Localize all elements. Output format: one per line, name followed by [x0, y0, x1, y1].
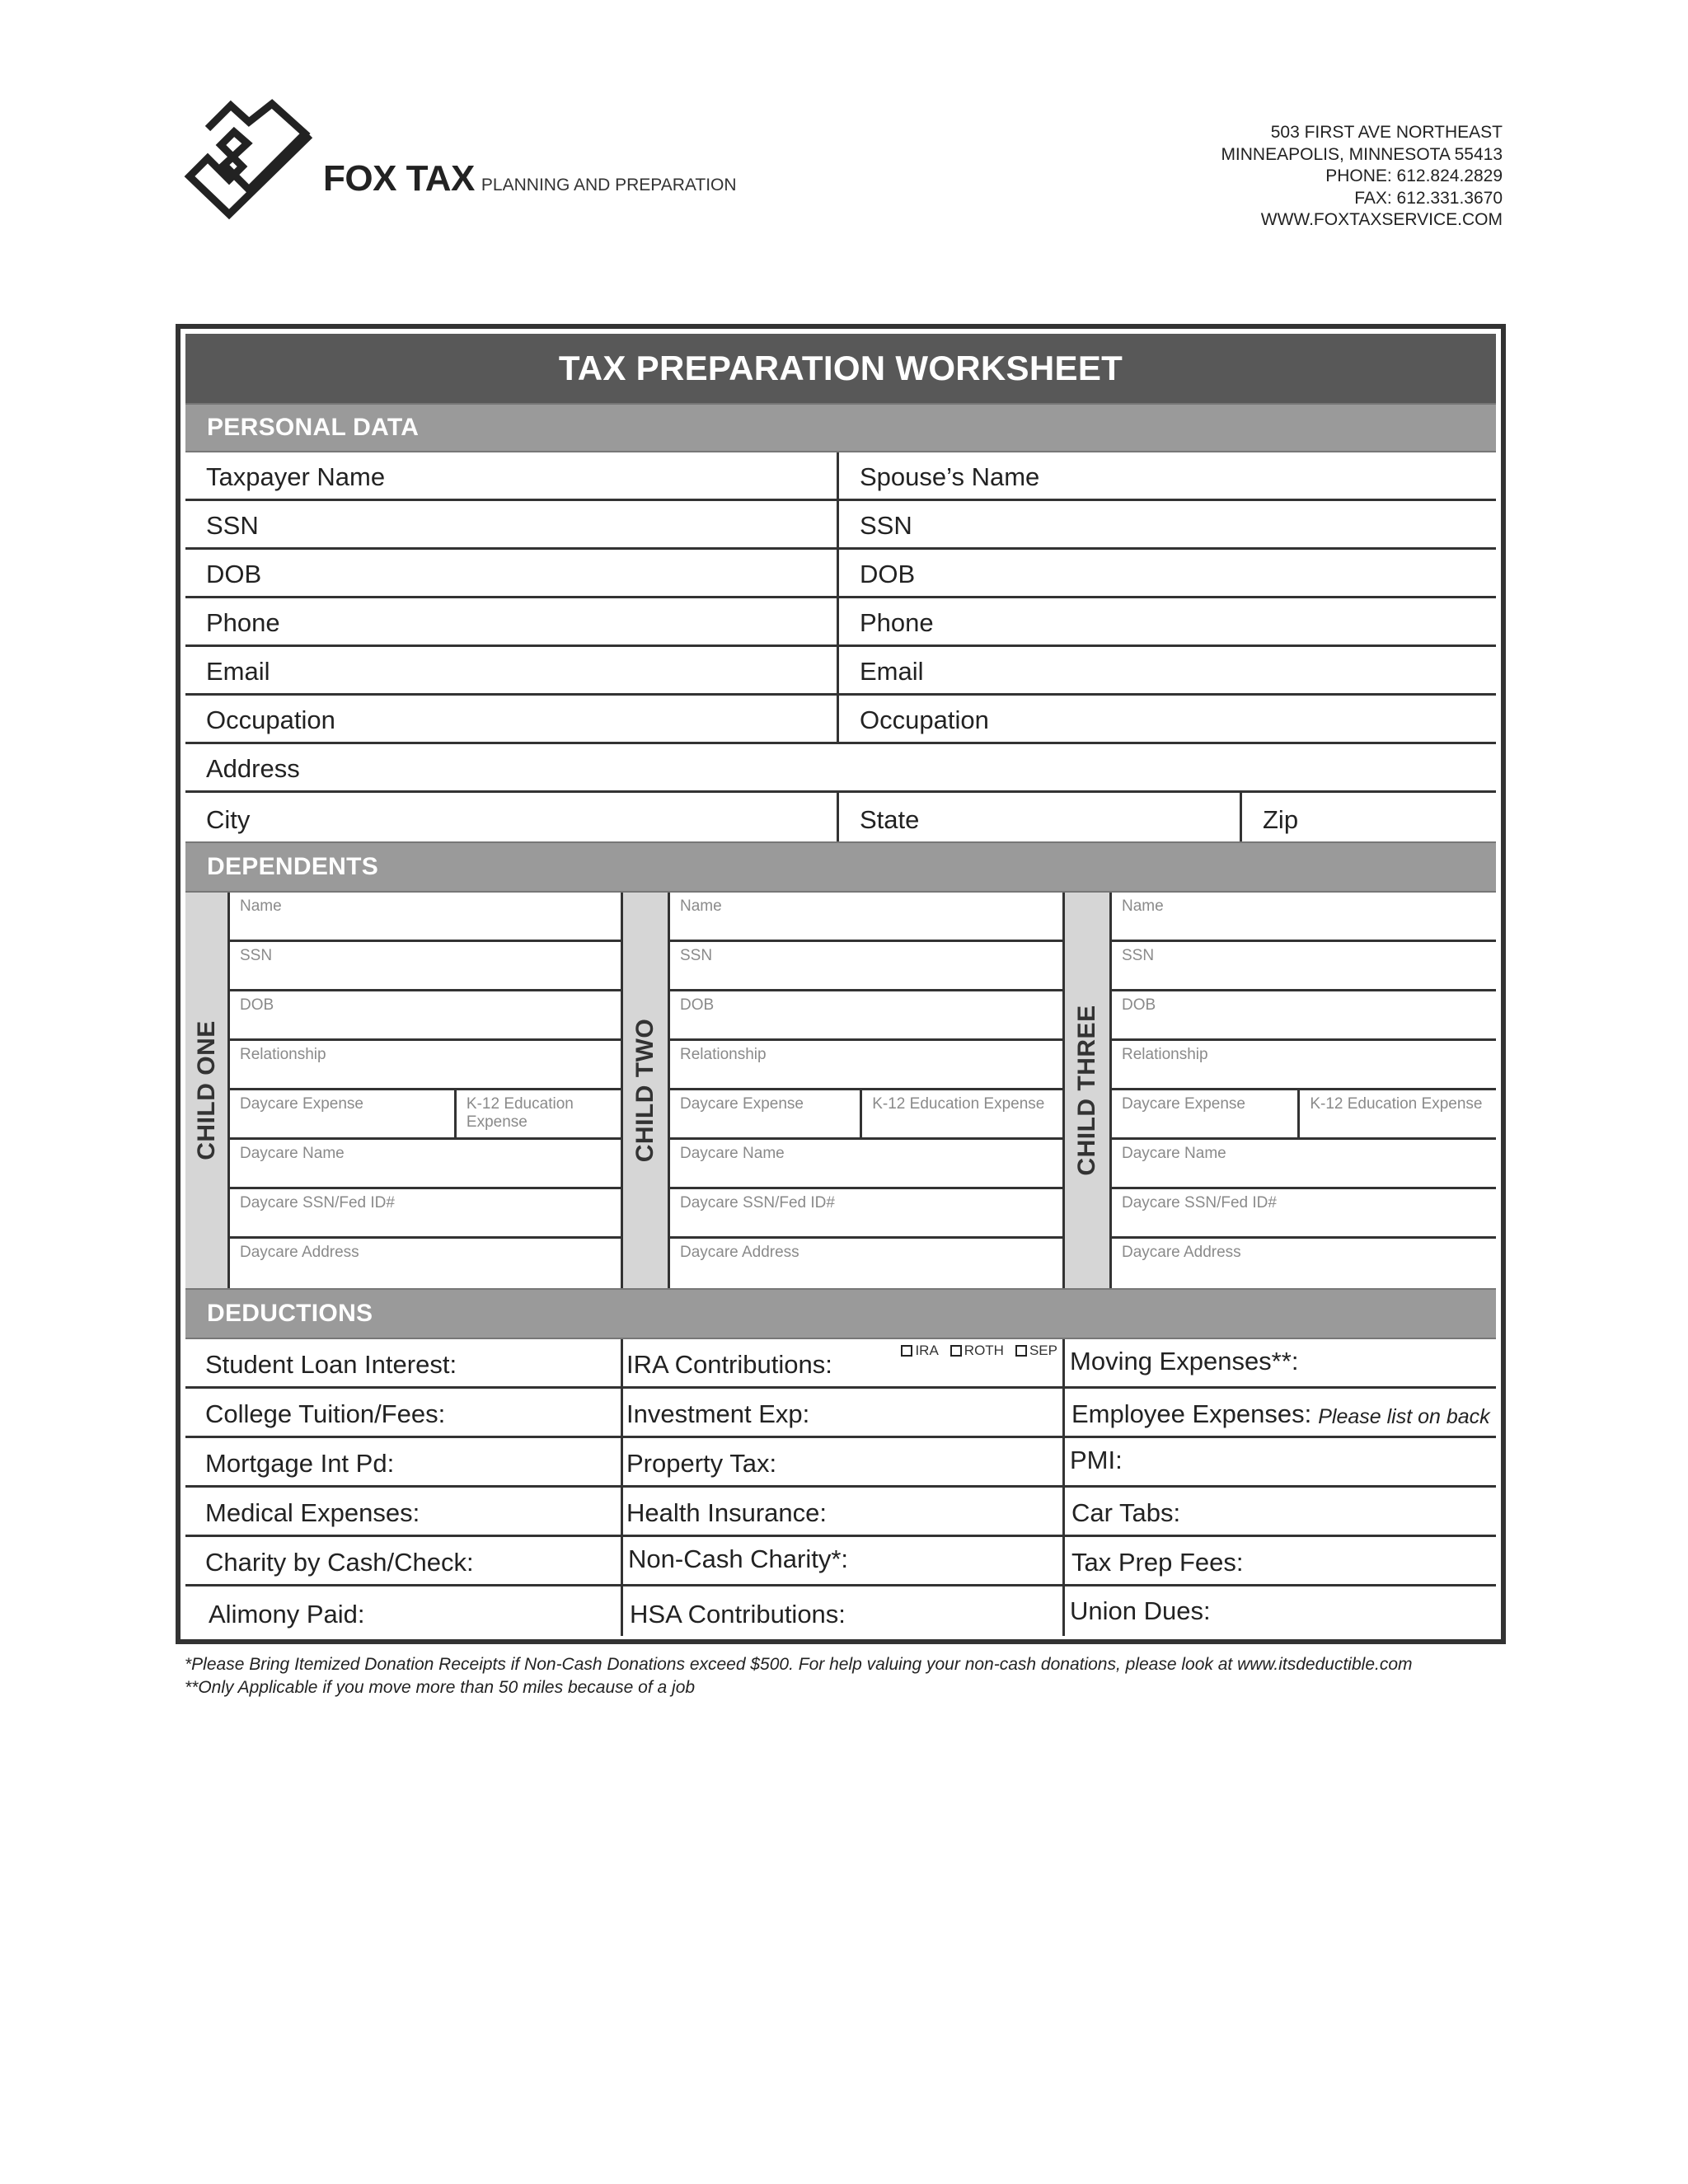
dependent-row — [670, 991, 1062, 1041]
child-two-tab — [623, 893, 670, 1288]
child-two-ssn-field[interactable]: SSN — [680, 947, 713, 964]
dependents-header — [185, 841, 1496, 893]
child-three-name-field[interactable]: Name — [1122, 898, 1164, 915]
brand-tagline: PLANNING AND PREPARATION — [481, 176, 737, 194]
spouse-email-field[interactable] — [839, 647, 1496, 693]
field-label: SSN — [206, 511, 259, 540]
child-three-k12-expense-field[interactable]: K-12 Education Expense — [1310, 1095, 1483, 1113]
personal-row — [185, 696, 1496, 744]
child-one-relationship-field[interactable]: Relationship — [240, 1046, 326, 1063]
field-label: Investment Exp: — [626, 1399, 810, 1428]
field-label: Employee Expenses: — [1071, 1399, 1312, 1428]
field-label: College Tuition/Fees: — [205, 1399, 446, 1428]
company-address — [1221, 122, 1503, 232]
child-two-dob-field[interactable]: DOB — [680, 996, 715, 1014]
personal-row — [185, 452, 1496, 501]
field-label: Email — [860, 657, 924, 686]
spouse-ssn-field[interactable] — [839, 501, 1496, 547]
child-three-daycare-expense-field[interactable]: Daycare Expense — [1112, 1090, 1300, 1137]
deduction-row — [185, 1339, 1496, 1389]
deduction-row — [185, 1438, 1496, 1488]
college-tuition-field[interactable] — [185, 1389, 623, 1436]
car-tabs-field[interactable] — [1065, 1488, 1496, 1535]
footnote-moving: **Only Applicable if you move more than 50 miles because of a job — [185, 1678, 696, 1697]
field-label: Phone — [860, 608, 934, 637]
dependent-row — [1112, 893, 1496, 942]
child-one-tab — [185, 893, 230, 1288]
city-field[interactable] — [185, 793, 839, 841]
address-field[interactable] — [185, 744, 1496, 790]
child-label: CHILD ONE — [192, 1020, 220, 1160]
tax-prep-fees-field[interactable] — [1065, 1537, 1496, 1584]
dependent-row — [1112, 1140, 1496, 1189]
field-label: Taxpayer Name — [206, 462, 386, 491]
personal-row — [185, 744, 1496, 793]
dependent-row — [670, 1041, 1062, 1090]
deduction-row — [185, 1537, 1496, 1586]
child-two-relationship-field[interactable]: Relationship — [680, 1046, 767, 1063]
field-label: Email — [206, 657, 270, 686]
field-label: Phone — [206, 608, 280, 637]
child-two-block — [623, 893, 1065, 1288]
dependent-row — [670, 1090, 1062, 1140]
pmi-field[interactable] — [1065, 1438, 1496, 1485]
child-two-k12-expense-field[interactable]: K-12 Education Expense — [872, 1095, 1045, 1113]
footnote-noncash: *Please Bring Itemized Donation Receipts if Non-Cash Donations exceed $500. For help valuing your non-cash donations, please look at www.itsdeductible.com — [185, 1655, 1413, 1674]
checkbox-label: ROTH — [964, 1343, 1004, 1358]
dependent-row — [230, 1090, 621, 1140]
child-three-ssn-field[interactable]: SSN — [1122, 947, 1155, 964]
personal-data-header — [185, 403, 1496, 452]
phone-line: PHONE: 612.824.2829 — [1325, 166, 1503, 185]
child-three-relationship-field[interactable]: Relationship — [1122, 1046, 1208, 1063]
child-label: CHILD THREE — [1073, 1005, 1100, 1176]
checkbox-label: IRA — [915, 1343, 939, 1358]
dependent-row — [1112, 991, 1496, 1041]
dependent-row — [230, 1189, 621, 1239]
taxpayer-ssn-field[interactable] — [185, 501, 839, 547]
employee-expenses-field[interactable] — [1065, 1389, 1496, 1436]
field-label: Non-Cash Charity*: — [628, 1544, 849, 1573]
field-label: PMI: — [1070, 1446, 1123, 1474]
dependent-row — [1112, 942, 1496, 991]
brand-name: FOX TAX — [323, 158, 475, 199]
child-three-dob-field[interactable]: DOB — [1122, 996, 1156, 1014]
spouse-occupation-field[interactable] — [839, 696, 1496, 742]
field-label: HSA Contributions: — [630, 1600, 846, 1629]
form-title-bar — [185, 334, 1496, 403]
state-field[interactable] — [839, 793, 1242, 841]
deductions-grid — [185, 1339, 1496, 1636]
child-one-daycare-ssn-field[interactable]: Daycare SSN/Fed ID# — [240, 1194, 395, 1212]
spouse-phone-field[interactable] — [839, 598, 1496, 644]
personal-row — [185, 647, 1496, 696]
employee-expenses-note: Please list on back — [1318, 1405, 1490, 1428]
child-one-daycare-name-field[interactable]: Daycare Name — [240, 1145, 345, 1162]
field-label: Alimony Paid: — [209, 1600, 365, 1629]
deduction-row — [185, 1488, 1496, 1537]
field-label: Tax Prep Fees: — [1071, 1548, 1244, 1577]
footnotes — [185, 1653, 1413, 1699]
dependent-row — [670, 893, 1062, 942]
field-label: Moving Expenses**: — [1070, 1347, 1299, 1376]
field-label: Address — [206, 754, 300, 783]
child-three-daycare-name-field[interactable]: Daycare Name — [1122, 1145, 1226, 1162]
field-label: Car Tabs: — [1071, 1498, 1181, 1527]
checkbox-icon — [1015, 1345, 1027, 1357]
dependent-row — [670, 1189, 1062, 1239]
child-three-block — [1065, 893, 1496, 1288]
charity-cash-field[interactable] — [185, 1537, 623, 1584]
taxpayer-name-field[interactable] — [185, 452, 839, 499]
deductions-header — [185, 1288, 1496, 1339]
website-line: WWW.FOXTAXSERVICE.COM — [1260, 210, 1503, 229]
address-line: 503 FIRST AVE NORTHEAST — [1270, 123, 1503, 142]
sep-checkbox[interactable] — [1015, 1343, 1057, 1359]
child-one-daycare-address-field[interactable]: Daycare Address — [240, 1244, 359, 1261]
child-label: CHILD TWO — [631, 1018, 659, 1163]
field-label: Zip — [1263, 805, 1299, 834]
alimony-paid-field[interactable] — [185, 1586, 623, 1636]
dependent-row — [230, 1239, 621, 1288]
dependent-row — [670, 1140, 1062, 1189]
child-one-name-field[interactable]: Name — [240, 898, 282, 915]
field-label: Mortgage Int Pd: — [205, 1449, 395, 1478]
dependent-row — [230, 1041, 621, 1090]
field-label: Student Loan Interest: — [205, 1350, 457, 1379]
child-three-tab — [1065, 893, 1112, 1288]
child-two-fields — [670, 893, 1062, 1288]
child-one-block — [185, 893, 623, 1288]
section-title: DEPENDENTS — [207, 853, 379, 880]
fox-logo-icon — [175, 97, 315, 221]
child-two-daycare-name-field[interactable]: Daycare Name — [680, 1145, 785, 1162]
child-one-k12-expense-field[interactable]: K-12 Education Expense — [466, 1095, 574, 1131]
child-one-dob-field[interactable]: DOB — [240, 996, 274, 1014]
taxpayer-occupation-field[interactable] — [185, 696, 839, 742]
child-two-name-field[interactable]: Name — [680, 898, 722, 915]
field-label: Spouse’s Name — [860, 462, 1040, 491]
section-title: PERSONAL DATA — [207, 414, 420, 441]
health-insurance-field[interactable] — [623, 1488, 1065, 1535]
personal-row — [185, 598, 1496, 647]
checkbox-icon — [901, 1345, 912, 1357]
deduction-row — [185, 1389, 1496, 1438]
dependents-grid — [185, 893, 1496, 1288]
dependent-row — [1112, 1239, 1496, 1288]
child-one-ssn-field[interactable]: SSN — [240, 947, 273, 964]
personal-data-grid — [185, 452, 1496, 841]
child-two-daycare-ssn-field[interactable]: Daycare SSN/Fed ID# — [680, 1194, 835, 1212]
field-label: State — [860, 805, 920, 834]
hsa-contributions-field[interactable] — [623, 1586, 1065, 1636]
child-two-daycare-expense-field[interactable]: Daycare Expense — [670, 1090, 862, 1137]
property-tax-field[interactable] — [623, 1438, 1065, 1485]
zip-field[interactable] — [1242, 793, 1496, 841]
ira-contributions-field[interactable] — [623, 1339, 1065, 1386]
child-three-daycare-address-field[interactable]: Daycare Address — [1122, 1244, 1241, 1261]
taxpayer-phone-field[interactable] — [185, 598, 839, 644]
section-title: DEDUCTIONS — [207, 1300, 373, 1327]
worksheet-form — [176, 324, 1506, 1644]
field-label: Charity by Cash/Check: — [205, 1548, 474, 1577]
non-cash-charity-field[interactable] — [623, 1537, 1065, 1584]
taxpayer-email-field[interactable] — [185, 647, 839, 693]
child-three-fields — [1112, 893, 1496, 1288]
field-label: Union Dues: — [1070, 1596, 1211, 1625]
dependent-row — [1112, 1189, 1496, 1239]
field-label: DOB — [206, 560, 262, 588]
investment-exp-field[interactable] — [623, 1389, 1065, 1436]
field-label: DOB — [860, 560, 916, 588]
fax-line: FAX: 612.331.3670 — [1354, 188, 1503, 208]
dependent-row — [1112, 1090, 1496, 1140]
dependent-row — [1112, 1041, 1496, 1090]
field-label: Medical Expenses: — [205, 1498, 420, 1527]
dependent-row — [670, 942, 1062, 991]
dependent-row — [230, 942, 621, 991]
moving-expenses-field[interactable] — [1065, 1339, 1496, 1386]
taxpayer-dob-field[interactable] — [185, 550, 839, 596]
dependent-row — [670, 1239, 1062, 1288]
personal-row — [185, 550, 1496, 598]
roth-checkbox[interactable] — [950, 1343, 1004, 1359]
personal-row — [185, 501, 1496, 550]
child-three-daycare-ssn-field[interactable]: Daycare SSN/Fed ID# — [1122, 1194, 1277, 1212]
union-dues-field[interactable] — [1065, 1586, 1496, 1636]
field-label: City — [206, 805, 251, 834]
checkbox-icon — [950, 1345, 962, 1357]
fox-tax-logo — [175, 97, 737, 221]
field-label: Property Tax: — [626, 1449, 777, 1478]
deduction-row — [185, 1586, 1496, 1636]
field-label: Health Insurance: — [626, 1498, 827, 1527]
spouse-name-field[interactable] — [839, 452, 1496, 499]
medical-expenses-field[interactable] — [185, 1488, 623, 1535]
child-one-daycare-expense-field[interactable]: Daycare Expense — [230, 1090, 457, 1137]
checkbox-label: SEP — [1029, 1343, 1057, 1358]
dependent-row — [230, 1140, 621, 1189]
field-label: Occupation — [206, 705, 335, 734]
field-label: Occupation — [860, 705, 989, 734]
form-title: TAX PREPARATION WORKSHEET — [558, 349, 1123, 387]
spouse-dob-field[interactable] — [839, 550, 1496, 596]
dependent-row — [230, 991, 621, 1041]
field-label: IRA Contributions: — [626, 1350, 832, 1379]
mortgage-interest-field[interactable] — [185, 1438, 623, 1485]
address-line: MINNEAPOLIS, MINNESOTA 55413 — [1221, 144, 1503, 164]
child-two-daycare-address-field[interactable]: Daycare Address — [680, 1244, 799, 1261]
child-one-fields — [230, 893, 621, 1288]
ira-checkbox[interactable] — [901, 1343, 938, 1359]
student-loan-interest-field[interactable] — [185, 1339, 623, 1386]
field-label: SSN — [860, 511, 912, 540]
personal-row — [185, 793, 1496, 841]
dependent-row — [230, 893, 621, 942]
ira-type-options — [901, 1343, 1057, 1359]
